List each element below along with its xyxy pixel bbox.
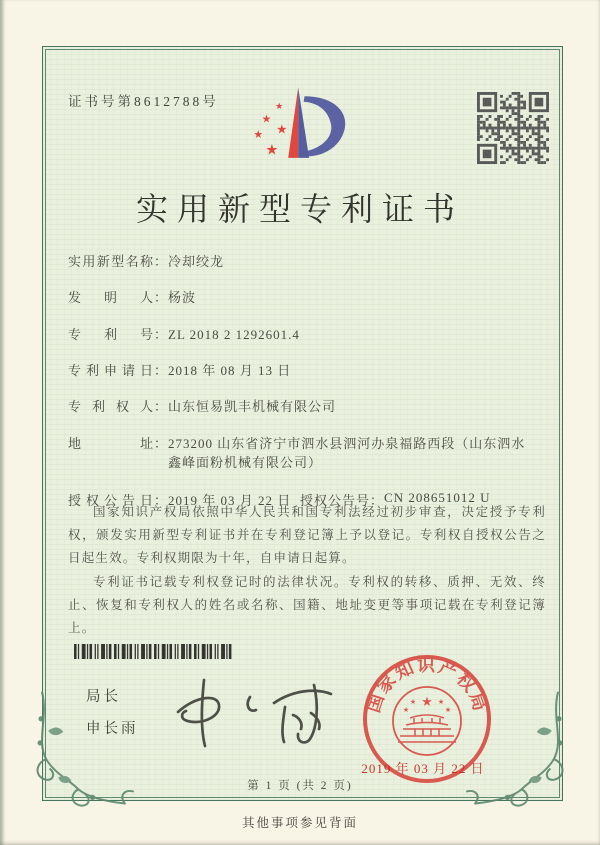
director-title: 局长 <box>86 689 121 705</box>
field-label: 专利权人 <box>68 399 154 415</box>
svg-text:★: ★ <box>421 695 433 710</box>
barcode <box>74 644 234 659</box>
field-row-filing-date <box>68 362 546 381</box>
field-label: 专利申请日 <box>68 363 154 379</box>
colon: ： <box>154 492 169 508</box>
field-value: ZL 2018 2 1292601.4 <box>168 326 300 342</box>
colon: ： <box>154 399 169 415</box>
svg-text:★: ★ <box>261 112 272 126</box>
director-name: 申长雨 <box>86 720 139 737</box>
colon: ： <box>154 290 169 306</box>
grant-date-value: 2019 年 03 月 22 日 <box>168 492 292 508</box>
seal-emblem-building <box>398 715 456 742</box>
colon: ： <box>154 363 169 379</box>
legal-paragraph-1: 国家知识产权局依照中华人民共和国专利法经过初步审查，决定授予专利权，颁发实用新型专利证书并在专利登记簿上予以登记。专利权自授权公告之日起生效。专利权期限为十年，自申请日起算。 <box>68 505 546 565</box>
svg-text:★: ★ <box>402 706 410 714</box>
seal-date: 2019 年 03 月 22 日 <box>361 761 485 776</box>
grant-number-value: CN 208651012 U <box>384 489 491 505</box>
svg-text:★: ★ <box>265 142 279 159</box>
back-note: 其他事项参见背面 <box>241 816 358 830</box>
qr-code <box>477 92 549 164</box>
field-value: 冷却绞龙 <box>168 254 225 269</box>
svg-text:★: ★ <box>253 127 264 141</box>
page-indicator: 第 1 页 (共 2 页) <box>247 780 353 792</box>
field-value: 273200 山东省济宁市泗水县泗河办泉福路西段（山东泗水鑫峰面粉机械有限公司） <box>168 435 526 470</box>
field-value: 杨波 <box>168 290 197 306</box>
field-row-patentee <box>68 398 546 417</box>
field-value: 2018 年 08 月 13 日 <box>168 363 292 379</box>
svg-text:★: ★ <box>275 101 284 112</box>
field-row-utility-model-name <box>68 253 546 272</box>
svg-text:★: ★ <box>444 706 452 714</box>
field-label: 授权公告日 <box>68 492 154 508</box>
field-row-inventor <box>68 289 546 308</box>
svg-text:★: ★ <box>437 698 445 706</box>
field-list <box>68 253 546 509</box>
field-value: 山东恒易凯丰机械有限公司 <box>168 399 337 415</box>
cnipa-logo-icon <box>232 74 368 182</box>
certificate-number: 证书号第8612788号 <box>68 94 219 109</box>
field-label: 发明人 <box>68 290 154 306</box>
colon: ： <box>154 254 169 269</box>
director-block <box>86 690 139 736</box>
svg-text:★: ★ <box>276 121 288 137</box>
colon: ： <box>370 492 385 508</box>
field-row-address <box>68 435 546 473</box>
legal-text-block <box>68 501 546 642</box>
director-signature <box>162 672 347 757</box>
seal-agency-text: 国家知识产权局 <box>363 655 491 715</box>
colon: ： <box>154 435 169 451</box>
colon: ： <box>154 326 169 342</box>
field-label: 授权公告号 <box>300 492 371 508</box>
legal-paragraph-2: 专利证书记载专利权登记时的法律状况。专利权的转移、质押、无效、终止、恢复和专利权人的姓名或名称、国籍、地址变更等事项记载在专利登记簿上。 <box>68 575 546 635</box>
field-label: 专利号 <box>68 326 154 342</box>
certificate-title: 实用新型专利证书 <box>135 191 464 227</box>
field-row-patent-number <box>68 326 546 345</box>
svg-text:★: ★ <box>409 698 417 706</box>
field-label: 地址 <box>68 435 154 451</box>
field-label: 实用新型名称 <box>68 254 154 269</box>
